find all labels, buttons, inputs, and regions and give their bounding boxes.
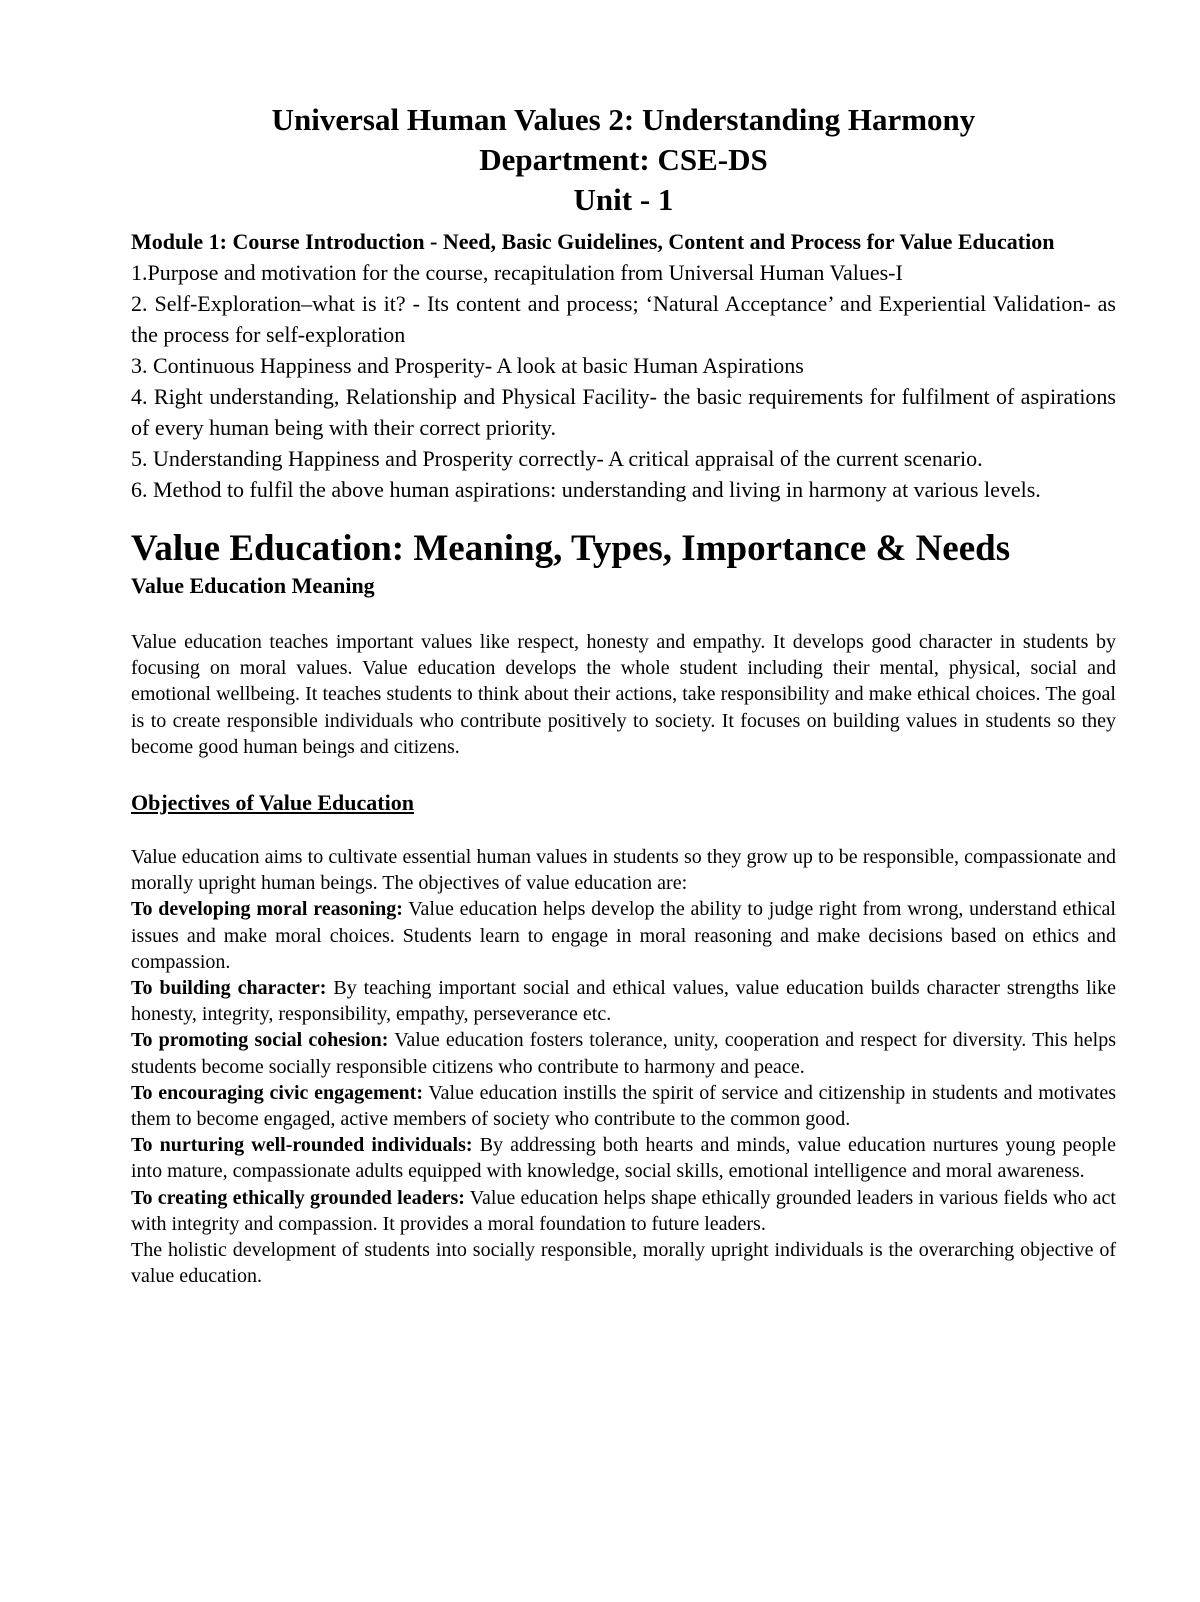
objective-item-2: [131, 975, 1116, 1027]
objective-text: Value education helps shape ethically grounded leaders in various fields who act with integrity and compassion. It provides a moral foundation to future leaders.: [131, 1186, 1116, 1235]
document-title-line-1: Universal Human Values 2: Understanding Harmony: [271, 102, 976, 137]
module-topic-6: 6. Method to fulfil the above human aspirations: understanding and living in harmony at various levels.: [131, 477, 1041, 502]
objective-lead: To nurturing well-rounded individuals:: [131, 1134, 473, 1157]
objective-text: By addressing both hearts and minds, value education nurtures young people into mature, compassionate adults equipped with knowledge, social skills, emotional intelligence and moral awareness.: [131, 1134, 1116, 1183]
objective-text: Value education helps develop the ability to judge right from wrong, understand ethical issues and make moral choices. Students learn to engage in moral reasoning and make decisions based on ethics and compassion.: [131, 898, 1116, 973]
objective-lead: To creating ethically grounded leaders:: [131, 1186, 465, 1209]
objective-lead: To developing moral reasoning:: [131, 898, 403, 921]
meaning-paragraph: Value education teaches important values like respect, honesty and empathy. It develops good character in students by focusing on moral values. Value education develops the whole student including their mental, physical, social and emotional wellbeing. It teaches students to think about their actions, take responsibility and make ethical choices. The goal is to create responsible individuals who contribute positively to society. It focuses on building values in students so they become good human beings and citizens.: [131, 631, 1116, 758]
module-topic-5: 5. Understanding Happiness and Prosperity correctly- A critical appraisal of the current scenario.: [131, 446, 983, 471]
objective-text: By teaching important social and ethical values, value education builds character strengths like honesty, integrity, responsibility, empathy, perseverance etc.: [131, 977, 1116, 1026]
module-topic-2: 2. Self-Exploration–what is it? - Its content and process; ‘Natural Acceptance’ and Experiential Validation- as the process for self-exploration: [131, 291, 1116, 347]
meaning-subheading: Value Education Meaning: [131, 573, 375, 598]
objective-lead: To encouraging civic engagement:: [131, 1081, 423, 1104]
module-topic-4: 4. Right understanding, Relationship and Physical Facility- the basic requirements for fulfilment of aspirations of every human being with their correct priority.: [131, 384, 1116, 440]
document-title-line-2: Department: CSE-DS: [479, 142, 768, 177]
objective-lead: To promoting social cohesion:: [131, 1029, 389, 1052]
document-title-line-3: Unit - 1: [573, 182, 674, 217]
document-page: [131, 100, 1116, 1289]
objective-item-1: [131, 896, 1116, 975]
module-topic-3: 3. Continuous Happiness and Prosperity- A look at basic Human Aspirations: [131, 353, 804, 378]
module-topic-1: 1.Purpose and motivation for the course, recapitulation from Universal Human Values-I: [131, 260, 903, 285]
objective-item-4: [131, 1080, 1116, 1132]
objective-text: Value education fosters tolerance, unity, cooperation and respect for diversity. This helps students become socially responsible citizens who contribute to harmony and peace.: [131, 1029, 1117, 1078]
section-heading: Value Education: Meaning, Types, Importance & Needs: [131, 528, 1011, 569]
objective-item-5: [131, 1132, 1116, 1184]
objective-lead: To building character:: [131, 977, 327, 1000]
module-heading: Module 1: Course Introduction - Need, Basic Guidelines, Content and Process for Value Education: [131, 229, 1055, 254]
objectives-intro: Value education aims to cultivate essential human values in students so they grow up to be responsible, compassionate and morally upright human beings. The objectives of value education are:: [131, 846, 1116, 895]
objectives-heading: Objectives of Value Education: [131, 790, 414, 816]
objective-text: Value education instills the spirit of service and citizenship in students and motivates them to become engaged, active members of society who contribute to the common good.: [131, 1081, 1116, 1131]
objective-item-3: [131, 1027, 1116, 1079]
objective-item-6: [131, 1185, 1116, 1237]
objectives-conclusion: The holistic development of students into socially responsible, morally upright individuals is the overarching objective of value education.: [131, 1239, 1116, 1288]
